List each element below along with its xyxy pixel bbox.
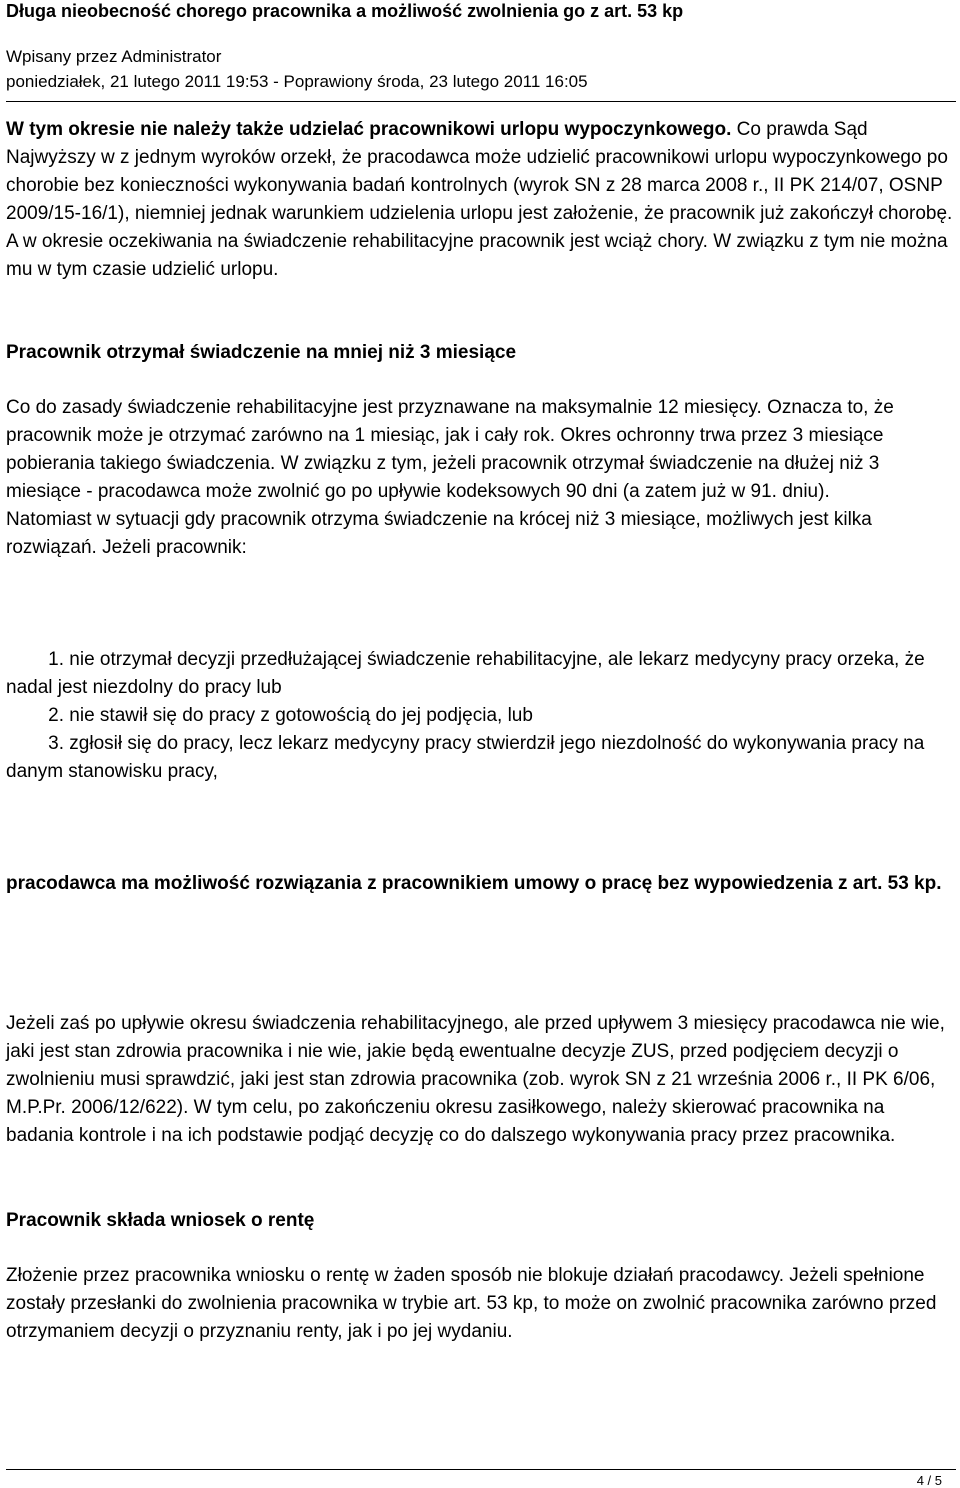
list-item xyxy=(6,730,956,786)
header-divider xyxy=(6,101,956,102)
document-title: Długa nieobecność chorego pracownika a możliwość zwolnienia go z art. 53 kp xyxy=(6,1,684,21)
footer-divider xyxy=(6,1469,956,1470)
paragraph-body: Co prawda Sąd Najwyższy w z jednym wyroków orzekł, że pracodawca może udzielić pracownikowi urlopu wypoczynkowego po chorobie bez konieczności wykonywania badań kontrolnych (wyrok SN z 28 marca 2008 r., II PK 214/07, OSNP 2009/15-16/1), niemniej jednak warunkiem udzielenia urlopu jest założenie, że pracownik już zakończył chorobę. A w okresie oczekiwania na świadczenie rehabilitacyjne pracownik jest wciąż chory. W związku z tym nie można mu w tym czasie udzielić urlopu. xyxy=(6,119,953,280)
list-number: 2. xyxy=(48,705,64,726)
page-number: 4 / 5 xyxy=(916,1473,942,1488)
list-item xyxy=(6,702,956,730)
article-meta xyxy=(6,44,588,94)
paragraph-pension: Złożenie przez pracownika wniosku o rentę w żaden sposób nie blokuje działań pracodawcy. Jeżeli spełnione zostały przesłanki do zwolnienia pracownika w trybie art. 53 kp, to może on zwolnić pracownika zarówno przed otrzymaniem decyzji o przyznaniu renty, jak i po jej wydaniu. xyxy=(6,1265,937,1342)
section-heading-pension: Pracownik składa wniosek o rentę xyxy=(6,1210,315,1231)
list-number: 3. xyxy=(48,733,64,754)
paragraph-benefit xyxy=(6,394,956,562)
list-text: nie otrzymał decyzji przedłużającej świadczenie rehabilitacyjne, ale lekarz medycyny pracy orzeka, że nadal jest niezdolny do pracy lub xyxy=(6,649,925,698)
list-text: nie stawił się do pracy z gotowością do jej podjęcia, lub xyxy=(69,705,533,726)
author-line: Wpisany przez Administrator xyxy=(6,47,222,66)
list-text: zgłosił się do pracy, lecz lekarz medycyny pracy stwierdził jego niezdolność do wykonywania pracy na danym stanowisku pracy, xyxy=(6,733,925,782)
paragraph-benefit-rules: Co do zasady świadczenie rehabilitacyjne jest przyznawane na maksymalnie 12 miesięcy. Oznacza to, że pracownik może je otrzymać zarówno na 1 miesiąc, jak i cały rok. Okres ochronny trwa przez 3 miesiące pobierania takiego świadczenia. W związku z tym, jeżeli pracownik otrzymał świadczenie na dłużej niż 3 miesiące - pracodawca może zwolnić go po upływie kodeksowych 90 dni (a zatem już w 91. dniu). xyxy=(6,397,894,502)
conclusion-bold: pracodawca ma możliwość rozwiązania z pracownikiem umowy o pracę bez wypowiedzenia z art. 53 kp. xyxy=(6,873,942,894)
date-line: poniedziałek, 21 lutego 2011 19:53 - Poprawiony środa, 23 lutego 2011 16:05 xyxy=(6,72,588,91)
conditions-list xyxy=(6,646,956,786)
list-number: 1. xyxy=(48,649,64,670)
section-heading-short-benefit: Pracownik otrzymał świadczenie na mniej niż 3 miesiące xyxy=(6,342,517,363)
paragraph-leave xyxy=(6,116,956,284)
paragraph-after-benefit: Jeżeli zaś po upływie okresu świadczenia rehabilitacyjnego, ale przed upływem 3 miesięcy pracodawca nie wie, jaki jest stan zdrowia pracownika i nie wie, jakie będą ewentualne decyzje ZUS, przed podjęciem decyzji o zwolnieniu musi sprawdzić, jaki jest stan zdrowia pracownika (zob. wyrok SN z 21 września 2006 r., II PK 6/06, M.P.Pr. 2006/12/622). W tym celu, po zakończeniu okresu zasiłkowego, należy skierować pracownika na badania kontrole i na ich podstawie podjąć decyzję co do dalszego wykonywania pracy przez pracownika. xyxy=(6,1013,945,1146)
list-item xyxy=(6,646,956,702)
paragraph-lead: W tym okresie nie należy także udzielać pracownikowi urlopu wypoczynkowego. xyxy=(6,119,732,140)
paragraph-benefit-options: Natomiast w sytuacji gdy pracownik otrzyma świadczenie na krócej niż 3 miesiące, możliwych jest kilka rozwiązań. Jeżeli pracownik: xyxy=(6,509,872,558)
